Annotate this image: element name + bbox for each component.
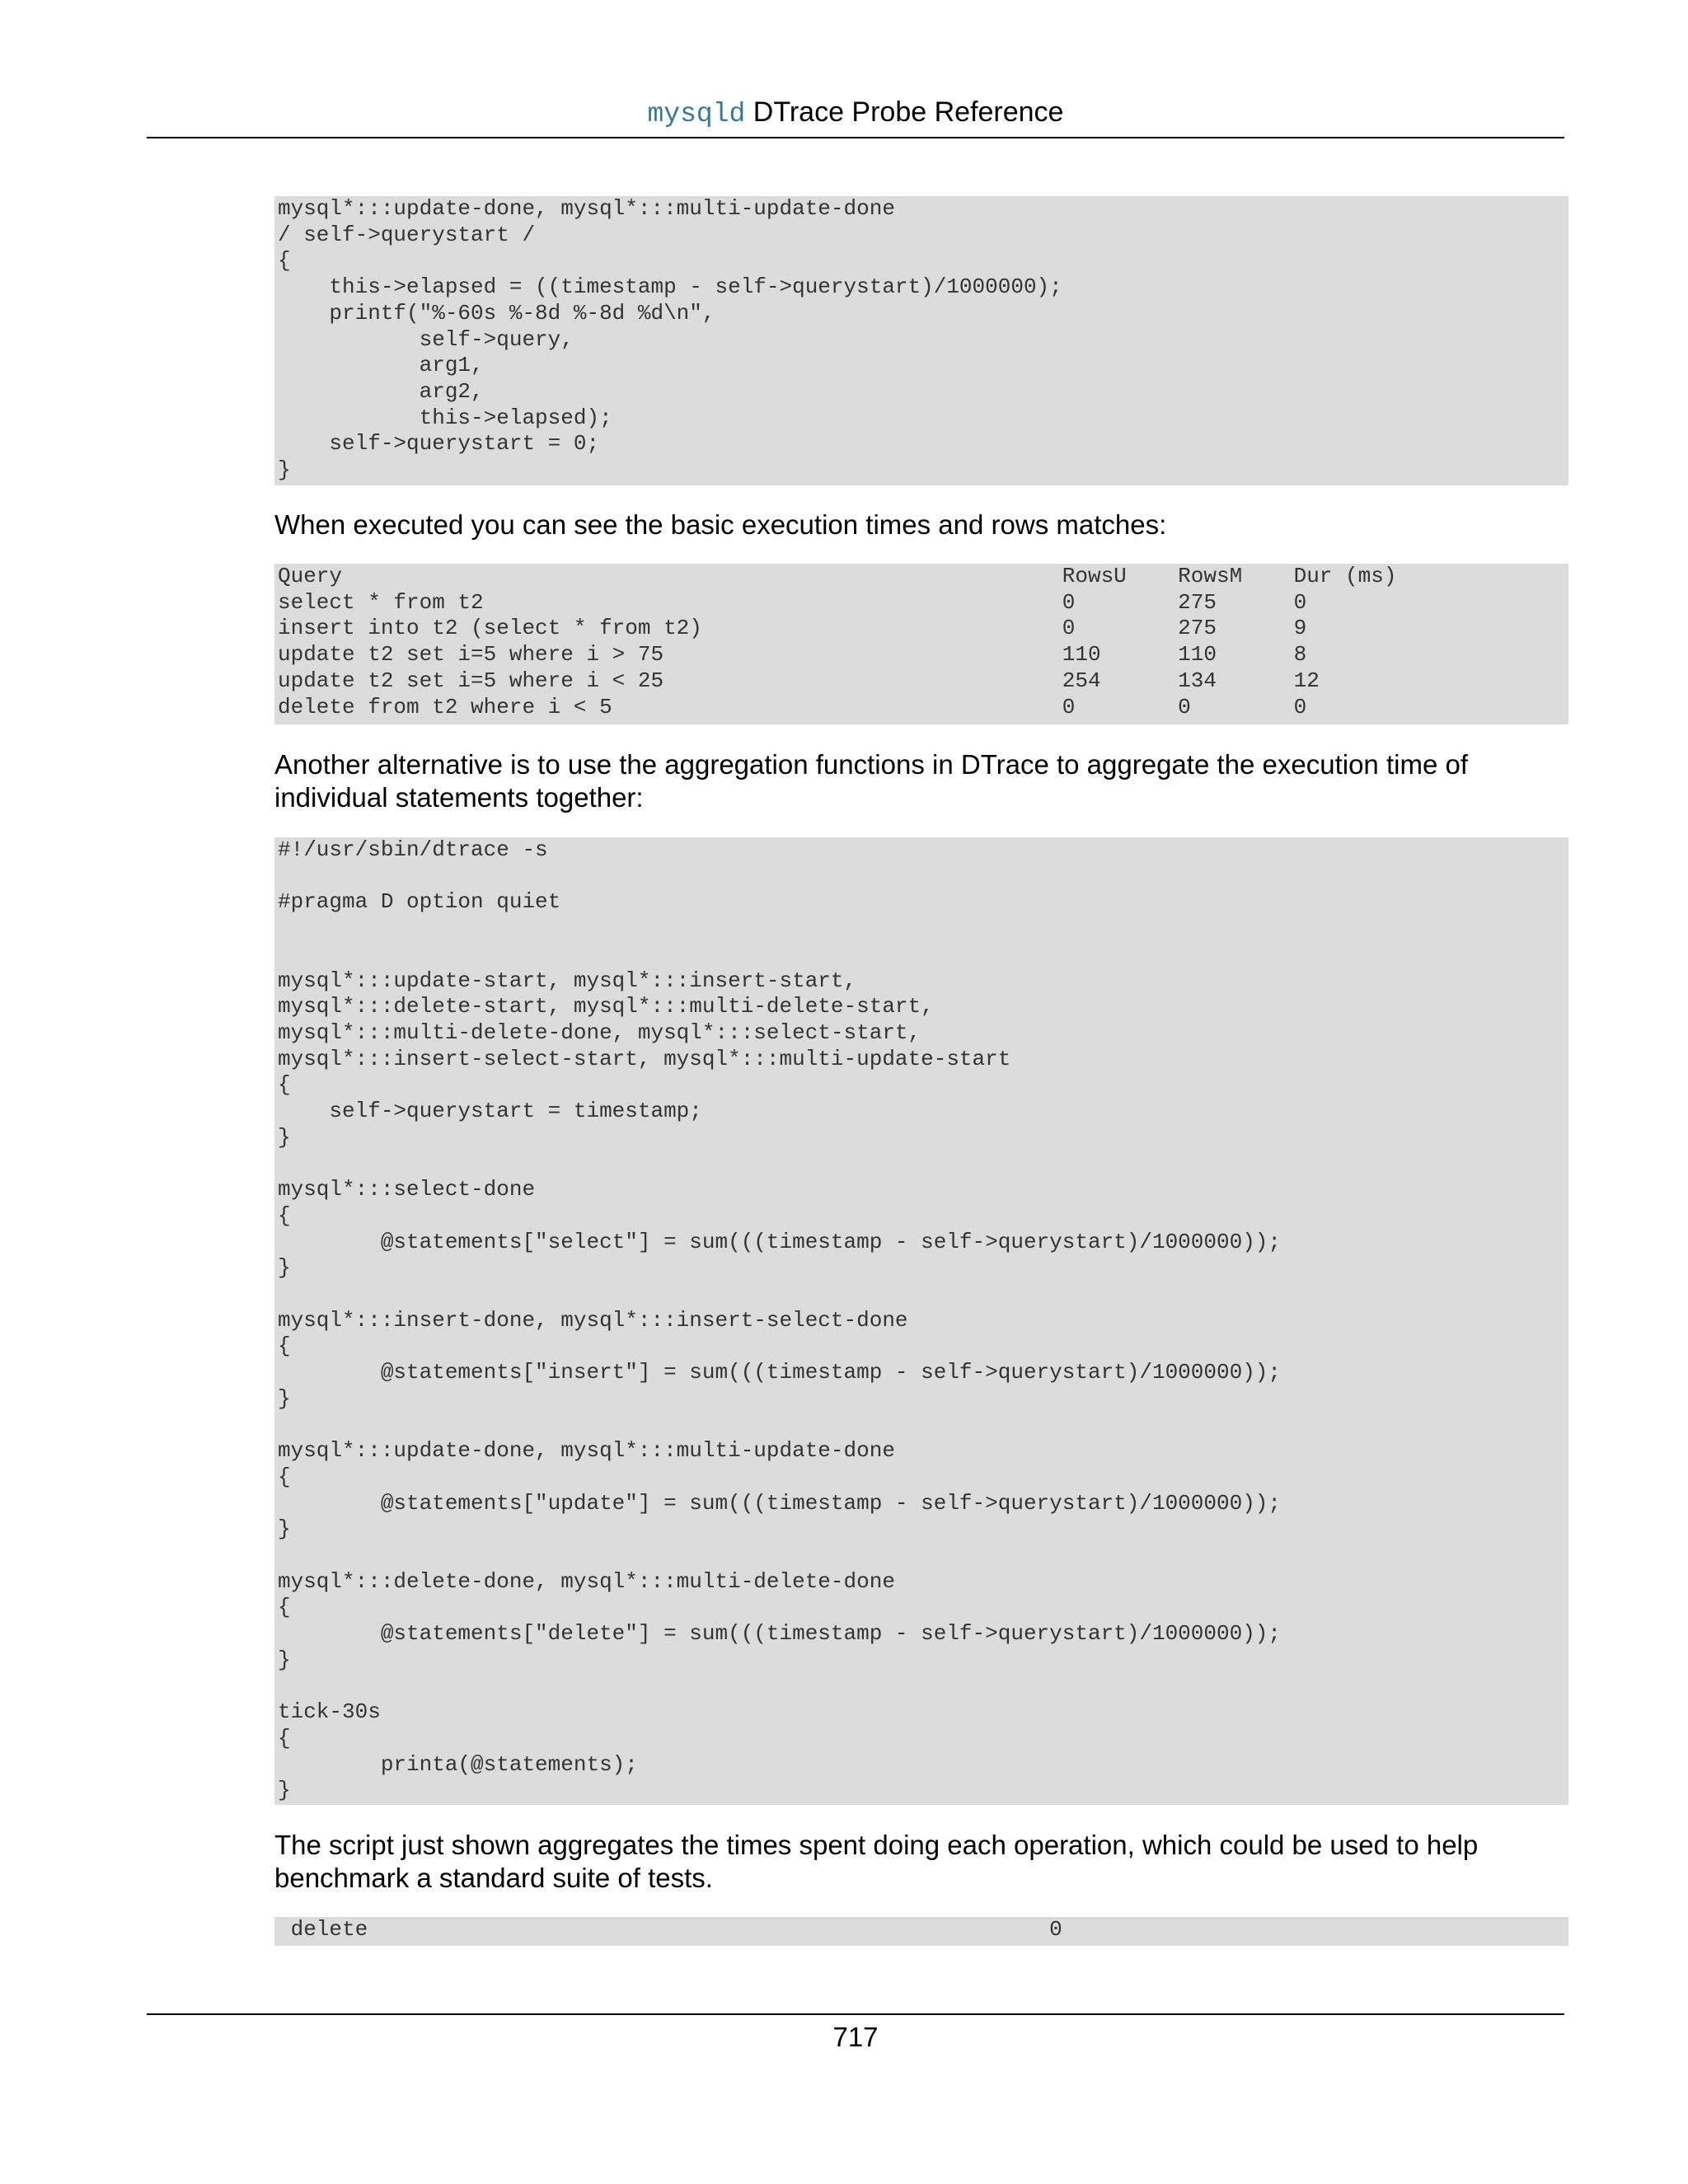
- paragraph-aggregation: Another alternative is to use the aggregation functions in DTrace to aggregate the execution time of individual statements together:: [274, 749, 1468, 813]
- code-block-update-done: mysql*:::update-done, mysql*:::multi-update-done / self->querystart / { this->elapsed = ((timestamp - self->querystart)/1000000); printf("%-60s %-8d %-8d %d\n", self->query, arg1, arg2, this->elapsed); self->querystart = 0; }: [274, 196, 1568, 485]
- header-command: mysqld: [647, 99, 746, 129]
- header-title: DTrace Probe Reference: [753, 96, 1064, 128]
- page-content: [274, 196, 1568, 1946]
- page-number: 717: [832, 2022, 879, 2052]
- page-header: [147, 92, 1564, 138]
- code-block-dtrace-script: #!/usr/sbin/dtrace -s #pragma D option quiet mysql*:::update-start, mysql*:::insert-start, mysql*:::delete-start, mysql*:::multi-delete-start, mysql*:::multi-delete-done, mysql*:::select-start, mysql*:::insert-select-start, mysql*:::multi-update-start { self->querystart = timestamp; } mysql*:::select-done { @statements["select"] = sum(((timestamp - self->querystart)/1000000)); } mysql*:::insert-done, mysql*:::insert-select-done { @statements["insert"] = sum(((timestamp - self->querystart)/1000000)); } mysql*:::update-done, mysql*:::multi-update-done { @statements["update"] = sum(((timestamp - self->querystart)/1000000)); } mysql*:::delete-done, mysql*:::multi-delete-done { @statements["delete"] = sum(((timestamp - self->querystart)/1000000)); } tick-30s { printa(@statements); }: [274, 837, 1568, 1805]
- paragraph-execution-times: When executed you can see the basic execution times and rows matches:: [274, 509, 1167, 540]
- code-block-query-output: Query RowsU RowsM Dur (ms) select * from t2 0 275 0 insert into t2 (select * from t2) 0 275 9 update t2 set i=5 where i > 75 110 110 8 update t2 set i=5 where i < 25 254 134 12 delete from t2 where i < 5 0 0 0: [274, 564, 1568, 724]
- code-block-delete-output: delete 0: [274, 1917, 1568, 1946]
- footer-rule: [147, 2013, 1564, 2015]
- paragraph-script-summary: The script just shown aggregates the times spent doing each operation, which could be used to help benchmark a standard suite of tests.: [274, 1830, 1479, 1893]
